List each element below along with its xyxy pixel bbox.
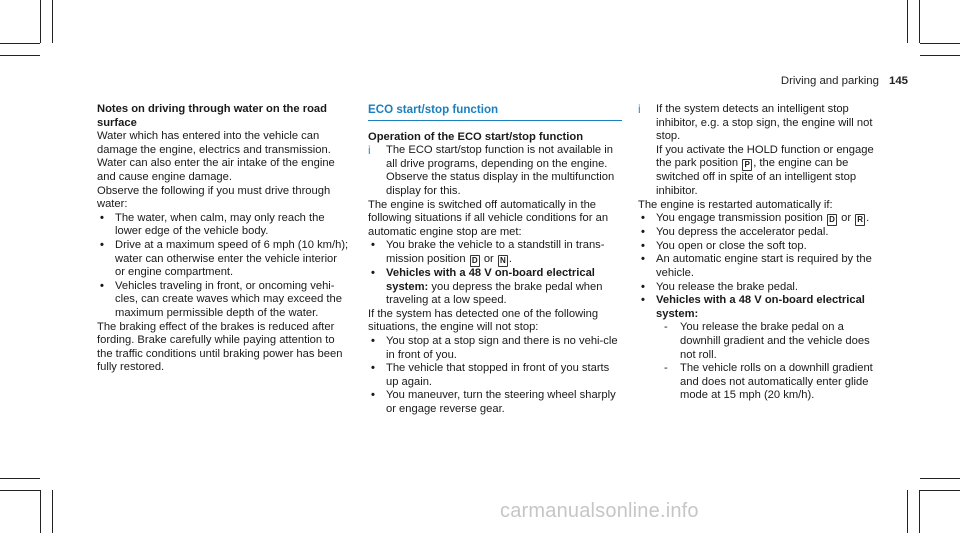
list-item: • You brake the vehicle to a standstill in trans-mission position D or N .	[371, 239, 605, 265]
gear-key-d: D	[470, 255, 480, 267]
gear-key-r: R	[855, 214, 865, 226]
bullet-list	[368, 335, 622, 417]
running-header	[781, 75, 908, 87]
crop-mark	[52, 0, 53, 43]
note: i If the system detects an intelligent stop inhibitor, e.g. a stop sign, the engine will not stop. If you activate the HOLD function or engage the park position P , the engine can be switched off in spite of an intelligent stop inhibitor.	[638, 102, 874, 197]
list-item: • Drive at a maximum speed of 6 mph (10 km/h); water can otherwise enter the vehicle interior or engine compartment.	[100, 238, 349, 279]
section-heading: Notes on driving through water on the road surface	[97, 103, 327, 129]
crop-mark	[0, 55, 40, 56]
crop-mark	[0, 478, 40, 479]
crop-mark	[0, 490, 40, 491]
page-number: 145	[888, 75, 908, 87]
list-item: • You release the brake pedal.	[641, 280, 799, 293]
crop-mark	[919, 490, 920, 533]
column-2	[368, 103, 622, 416]
subheading: Operation of the ECO start/stop function	[368, 130, 584, 143]
crop-mark	[920, 43, 960, 44]
crop-mark	[907, 0, 908, 43]
list-item: • You stop at a stop sign and there is no vehi-cle in front of you.	[371, 334, 618, 361]
list-item: • You maneuver, turn the steering wheel sharply or engage reverse gear.	[371, 389, 616, 415]
paragraph: Observe the following if you must drive through water:	[97, 184, 331, 211]
bullet-list	[638, 212, 886, 403]
list-item: • You depress the accelerator pedal.	[641, 226, 829, 239]
list-item: - The vehicle rolls on a downhill gradient and does not automatically enter glide mode at 15 mph (20 km/h).	[664, 362, 873, 402]
column-3	[638, 103, 886, 403]
bullet-list	[97, 212, 349, 321]
note: i The ECO start/stop function is not available in all drive programs, depending on the engine. Observe the status display in the multifunction display for this.	[368, 143, 615, 197]
crop-mark	[52, 490, 53, 533]
list-item: • You engage transmission position D or R .	[641, 212, 870, 225]
list-item: • An automatic engine start is required by the vehicle.	[641, 253, 872, 279]
info-icon: i	[638, 102, 641, 116]
paragraph: The engine is switched off automatically in the following situations if all vehicle conditions for an automatic engine stop are met:	[368, 198, 609, 238]
list-item: • Vehicles with a 48 V on-board electrical system: you depress the brake pedal when traveling at a low speed.	[371, 266, 603, 307]
list-item: • Vehicles with a 48 V on-board electrical system: - You release the brake pedal on a downhill gradient and the vehicle does not roll. - The vehicle rolls on a downhill gradient and does not automatically enter glide mode at 15 mph (20 km/h).	[638, 294, 886, 403]
crop-mark	[907, 490, 908, 533]
bullet-list	[368, 239, 622, 307]
list-item: - You release the brake pedal on a downhill gradient and the vehicle does not roll.	[664, 321, 870, 361]
crop-mark	[919, 0, 920, 43]
gear-key-n: N	[498, 255, 508, 267]
list-item: • The water, when calm, may only reach the lower edge of the vehicle body.	[100, 211, 325, 238]
crop-mark	[0, 43, 40, 44]
crop-mark	[40, 490, 41, 533]
paragraph: The engine is restarted automatically if:	[638, 198, 833, 211]
running-header-title: Driving and parking	[780, 75, 879, 87]
gear-key-p: P	[742, 159, 752, 171]
paragraph: Water can also enter the air intake of the engine and cause engine damage.	[97, 157, 335, 183]
section-title: ECO start/stop function	[368, 103, 622, 121]
crop-mark	[920, 55, 960, 56]
list-item: • You open or close the soft top.	[641, 239, 807, 252]
paragraph: If the system has detected one of the following situations, the engine will not stop:	[368, 307, 599, 334]
dash-list	[656, 321, 886, 403]
paragraph: Water which has entered into the vehicle can damage the engine, electrics and transmission.	[97, 130, 331, 156]
watermark: carmanualsonline.info	[500, 500, 699, 522]
crop-mark	[920, 478, 960, 479]
paragraph: The braking effect of the brakes is reduced after fording. Brake carefully while paying attention to the traffic conditions until braking power has been fully restored.	[97, 320, 343, 374]
column-1	[97, 103, 349, 375]
list-item: • The vehicle that stopped in front of you starts up again.	[371, 362, 610, 388]
info-icon: i	[368, 143, 371, 158]
list-item: • Vehicles traveling in front, or oncoming vehi-cles, can create waves which may exceed the maximum permissible depth of the water.	[100, 279, 342, 319]
crop-mark	[920, 490, 960, 491]
crop-mark	[40, 0, 41, 43]
gear-key-d: D	[827, 214, 837, 226]
